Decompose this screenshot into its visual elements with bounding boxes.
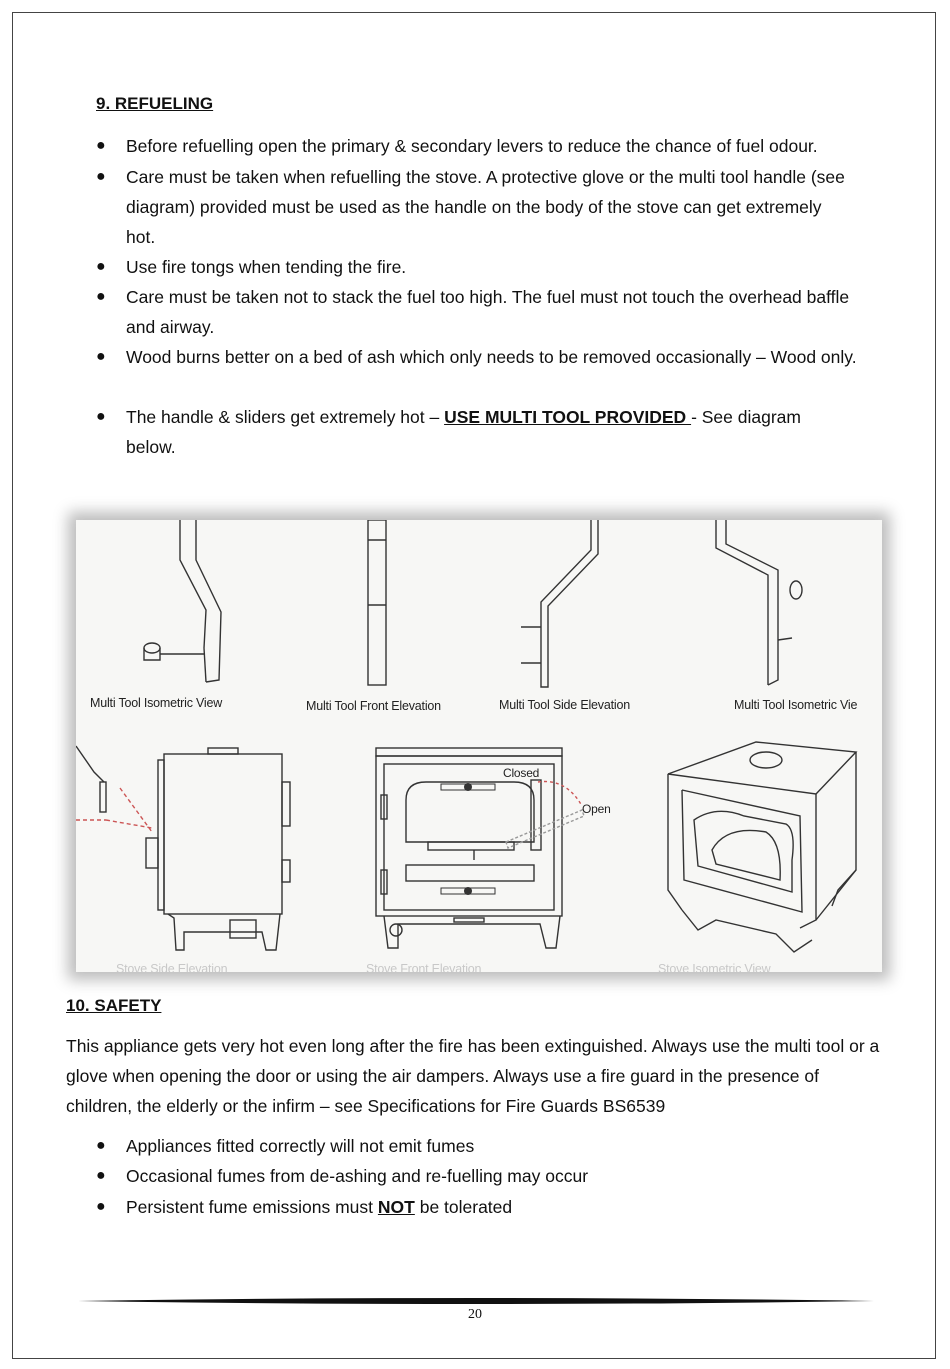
list-item: [96, 131, 896, 161]
section-10-heading: 10. SAFETY: [66, 996, 162, 1015]
bullet-icon: ●: [96, 408, 106, 425]
bullet-text: Occasional fumes from de-ashing and re-fuelling may occur: [126, 1166, 589, 1186]
not-emphasis: NOT: [377, 1197, 415, 1217]
list-item: [96, 1131, 896, 1161]
bullet-text: Appliances fitted correctly will not emit fumes: [126, 1136, 475, 1156]
stove-side-drawing: [76, 746, 290, 950]
caption-iso-view-right: Multi Tool Isometric Vie: [734, 698, 858, 712]
bullet-text: Wood burns better on a bed of ash which only needs to be removed occasionally – Wood only.: [126, 347, 857, 367]
bullet-text: [126, 1192, 886, 1222]
multi-tool-emphasis: USE MULTI TOOL PROVIDED: [444, 407, 692, 427]
safety-paragraph: This appliance gets very hot even long after the fire has been extinguished. Always use the multi tool or a glove when opening the door or using the air dampers. Always use a fire guard in the presence of children, the elderly or the infirm – see Specifications for Fire Guards BS6539: [66, 1036, 880, 1116]
stove-isometric-drawing: [668, 742, 856, 952]
bullet-text: Care must be taken not to stack the fuel too high. The fuel must not touch the overhead baffle and airway.: [126, 287, 850, 337]
bullet-icon: ●: [96, 1167, 106, 1184]
caption-iso-view: Multi Tool Isometric View: [90, 696, 223, 710]
bullet-icon: ●: [96, 168, 106, 185]
label-closed: Closed: [503, 766, 540, 780]
stove-front-drawing: [376, 748, 584, 948]
bullet-text: Care must be taken when refuelling the stove. A protective glove or the multi tool handle (see diagram) provided must be used as the handle on the body of the stove can get extremely hot.: [126, 167, 845, 247]
section-9-heading: 9. REFUELING: [96, 94, 214, 113]
list-item: [96, 252, 896, 282]
list-item: [96, 342, 896, 402]
bullet-text-before: The handle & sliders get extremely hot –: [126, 407, 445, 427]
bullet-icon: ●: [96, 1198, 106, 1215]
bullet-text-after: be tolerated: [414, 1197, 513, 1217]
bullet-text-before: Persistent fume emissions must: [126, 1197, 378, 1217]
footer-divider: [78, 1296, 874, 1306]
bullet-text: Use fire tongs when tending the fire.: [126, 257, 407, 277]
bullet-icon: ●: [96, 348, 106, 365]
bullet-text-after: - See diagram below.: [126, 407, 801, 457]
bullet-icon: ●: [96, 288, 106, 305]
multi-tool-isometric-right-drawing: [716, 520, 802, 685]
diagram-drawing: [76, 520, 882, 972]
caption-front-elevation: Multi Tool Front Elevation: [306, 699, 441, 713]
bullet-text: [126, 402, 846, 462]
bullet-icon: ●: [96, 258, 106, 275]
list-item: [96, 162, 896, 252]
bullet-icon: ●: [96, 137, 106, 154]
caption-stove-iso: Stove Isometric View: [658, 962, 771, 972]
list-item: [96, 282, 896, 342]
list-item: [96, 1192, 896, 1222]
label-open: Open: [582, 802, 611, 816]
caption-side-elevation: Multi Tool Side Elevation: [499, 698, 630, 712]
list-item: [96, 402, 896, 462]
multi-tool-front-drawing: [368, 520, 386, 685]
multi-tool-side-drawing: [521, 520, 598, 687]
bullet-text: Before refuelling open the primary & secondary levers to reduce the chance of fuel odour.: [126, 136, 818, 156]
caption-stove-front: Stove Front Elevation: [366, 962, 482, 972]
caption-stove-side: Stove Side Elevation: [116, 962, 228, 972]
bullet-icon: ●: [96, 1137, 106, 1154]
list-item: [96, 1161, 896, 1191]
page-number: 20: [468, 1307, 482, 1322]
multi-tool-diagram: [76, 520, 882, 972]
multi-tool-isometric-drawing: [144, 520, 221, 682]
vent-dots: [441, 783, 495, 895]
